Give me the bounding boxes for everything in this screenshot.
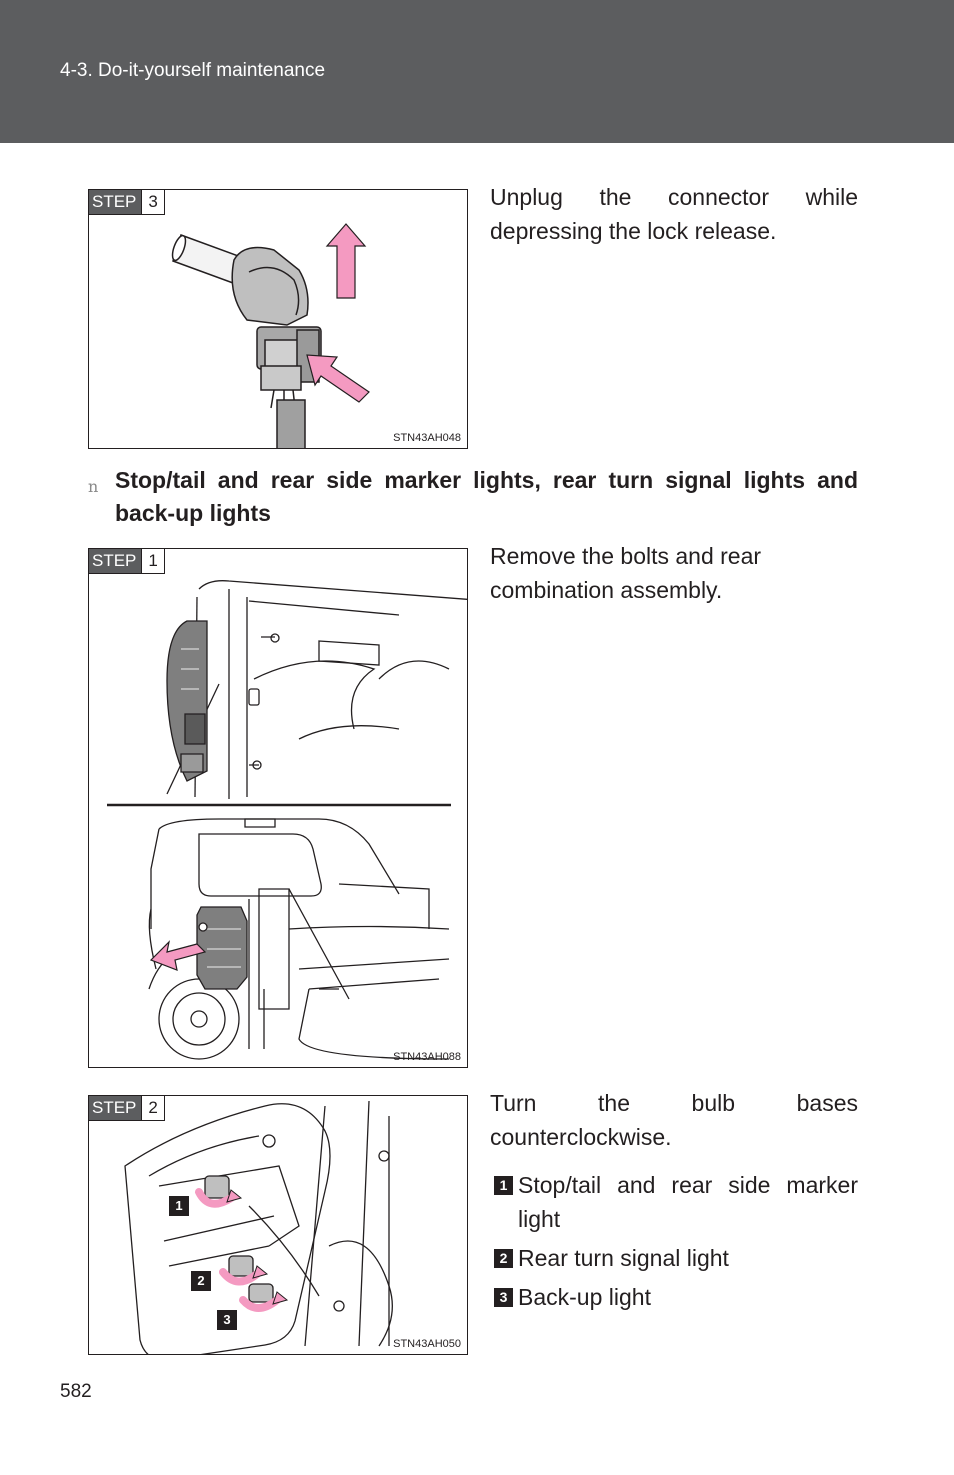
truck-illustration bbox=[89, 549, 468, 1068]
up-arrow-icon bbox=[327, 224, 365, 298]
legend-item: 1 Stop/tail and rear side marker light bbox=[494, 1168, 858, 1236]
step-3-text: Unplug the connector while depressing the lock release. bbox=[490, 184, 858, 244]
figure-step-2 bbox=[88, 1095, 468, 1355]
step-2-text: Turn the bulb bases counterclockwise. bbox=[490, 1090, 858, 1150]
legend-item: 3 Back-up light bbox=[494, 1280, 858, 1314]
callout-2: 2 bbox=[191, 1271, 211, 1291]
bullet-icon: n bbox=[88, 477, 99, 496]
figure-code: STN43AH048 bbox=[393, 432, 461, 444]
legend-number: 3 bbox=[494, 1288, 513, 1307]
bulb-bases-illustration bbox=[89, 1096, 468, 1355]
section-heading: n Stop/tail and rear side marker lights, rear turn signal lights and back-up lights bbox=[88, 467, 858, 526]
page-header bbox=[0, 0, 954, 143]
bulb-legend bbox=[494, 1168, 858, 1319]
page-number: 582 bbox=[60, 1381, 92, 1402]
step-1-text: Remove the bolts and rear combination assembly. bbox=[490, 543, 762, 603]
callout-3: 3 bbox=[217, 1310, 237, 1330]
legend-item: 2 Rear turn signal light bbox=[494, 1241, 858, 1275]
figure-code: STN43AH088 bbox=[393, 1051, 461, 1063]
figure-code: STN43AH050 bbox=[393, 1338, 461, 1350]
step-badge: STEP 2 bbox=[89, 1096, 165, 1121]
section-title: 4-3. Do-it-yourself maintenance bbox=[60, 60, 326, 81]
figure-step-3 bbox=[88, 189, 468, 449]
press-arrow-icon bbox=[307, 355, 369, 402]
legend-number: 2 bbox=[494, 1249, 513, 1268]
callout-1: 1 bbox=[169, 1196, 189, 1216]
connector-illustration bbox=[89, 190, 468, 449]
step-badge: STEP 1 bbox=[89, 549, 165, 574]
legend-number: 1 bbox=[494, 1176, 513, 1195]
step-badge: STEP 3 bbox=[89, 190, 165, 215]
figure-step-1 bbox=[88, 548, 468, 1068]
